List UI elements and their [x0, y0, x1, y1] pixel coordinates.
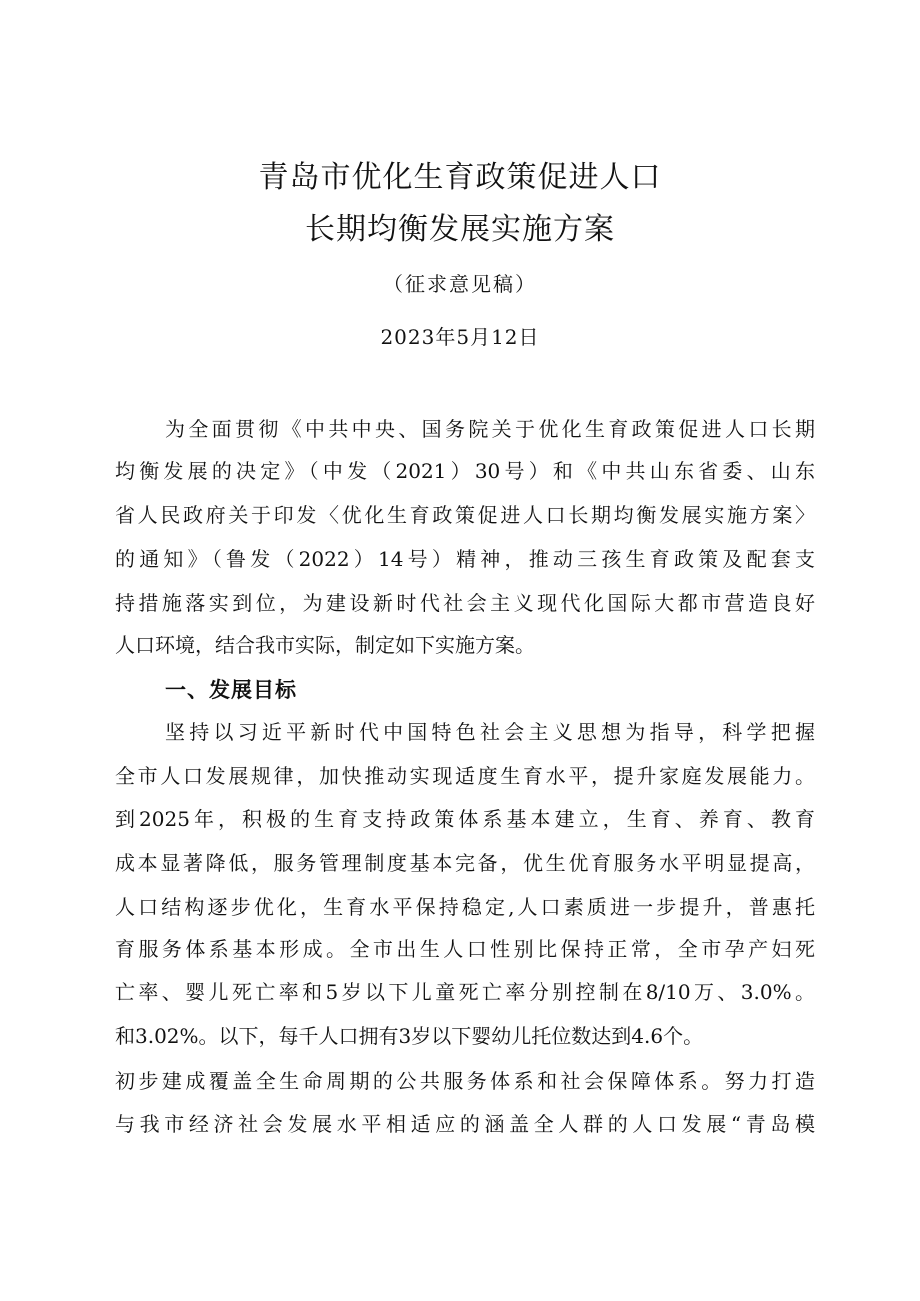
section-line: 育服务体系基本形成。全市出生人口性别比保持正常，全市孕产妇死 [115, 937, 815, 961]
intro-line: 的通知》（鲁发（2022）14号）精神，推动三孩生育政策及配套支 [115, 547, 815, 571]
intro-line: 省人民政府关于印发〈优化生育政策促进人口长期均衡发展实施方案〉 [115, 503, 815, 527]
section-line: 成本显著降低，服务管理制度基本完备，优生优育服务水平明显提高， [115, 851, 815, 875]
section-line: 初步建成覆盖全生命周期的公共服务体系和社会保障体系。努力打造 [115, 1069, 815, 1093]
document-title-line-1: 青岛市优化生育政策促进人口 [258, 160, 662, 195]
section-heading: 一、发展目标 [165, 678, 297, 702]
section-line: 与我市经济社会发展水平相适应的涵盖全人群的人口发展“青岛模 [115, 1112, 815, 1136]
document-date: 2023年5月12日 [380, 325, 540, 349]
section-line: 人口结构逐步优化，生育水平保持稳定,人口素质进一步提升，普惠托 [115, 895, 815, 919]
document-title-line-2: 长期均衡发展实施方案 [305, 212, 615, 247]
section-line: 亡率、婴儿死亡率和5岁以下儿童死亡率分别控制在8/10万、3.0%。 [115, 980, 815, 1004]
section-line: 全市人口发展规律，加快推动实现适度生育水平，提升家庭发展能力。 [115, 764, 815, 788]
section-line: 坚持以习近平新时代中国特色社会主义思想为指导，科学把握 [165, 720, 815, 744]
document-subtitle: （征求意见稿） [383, 272, 537, 296]
intro-line: 为全面贯彻《中共中央、国务院关于优化生育政策促进人口长期 [165, 417, 815, 441]
intro-line: 人口环境，结合我市实际，制定如下实施方案。 [115, 633, 535, 657]
section-line: 和3.02%。以下，每千人口拥有3岁以下婴幼儿托位数达到4.6个。 [115, 1024, 704, 1048]
intro-line: 均衡发展的决定》（中发（2021）30号）和《中共山东省委、山东 [115, 459, 815, 483]
section-line: 到2025年，积极的生育支持政策体系基本建立，生育、养育、教育 [115, 807, 815, 831]
intro-line: 持措施落实到位，为建设新时代社会主义现代化国际大都市营造良好 [115, 591, 815, 615]
